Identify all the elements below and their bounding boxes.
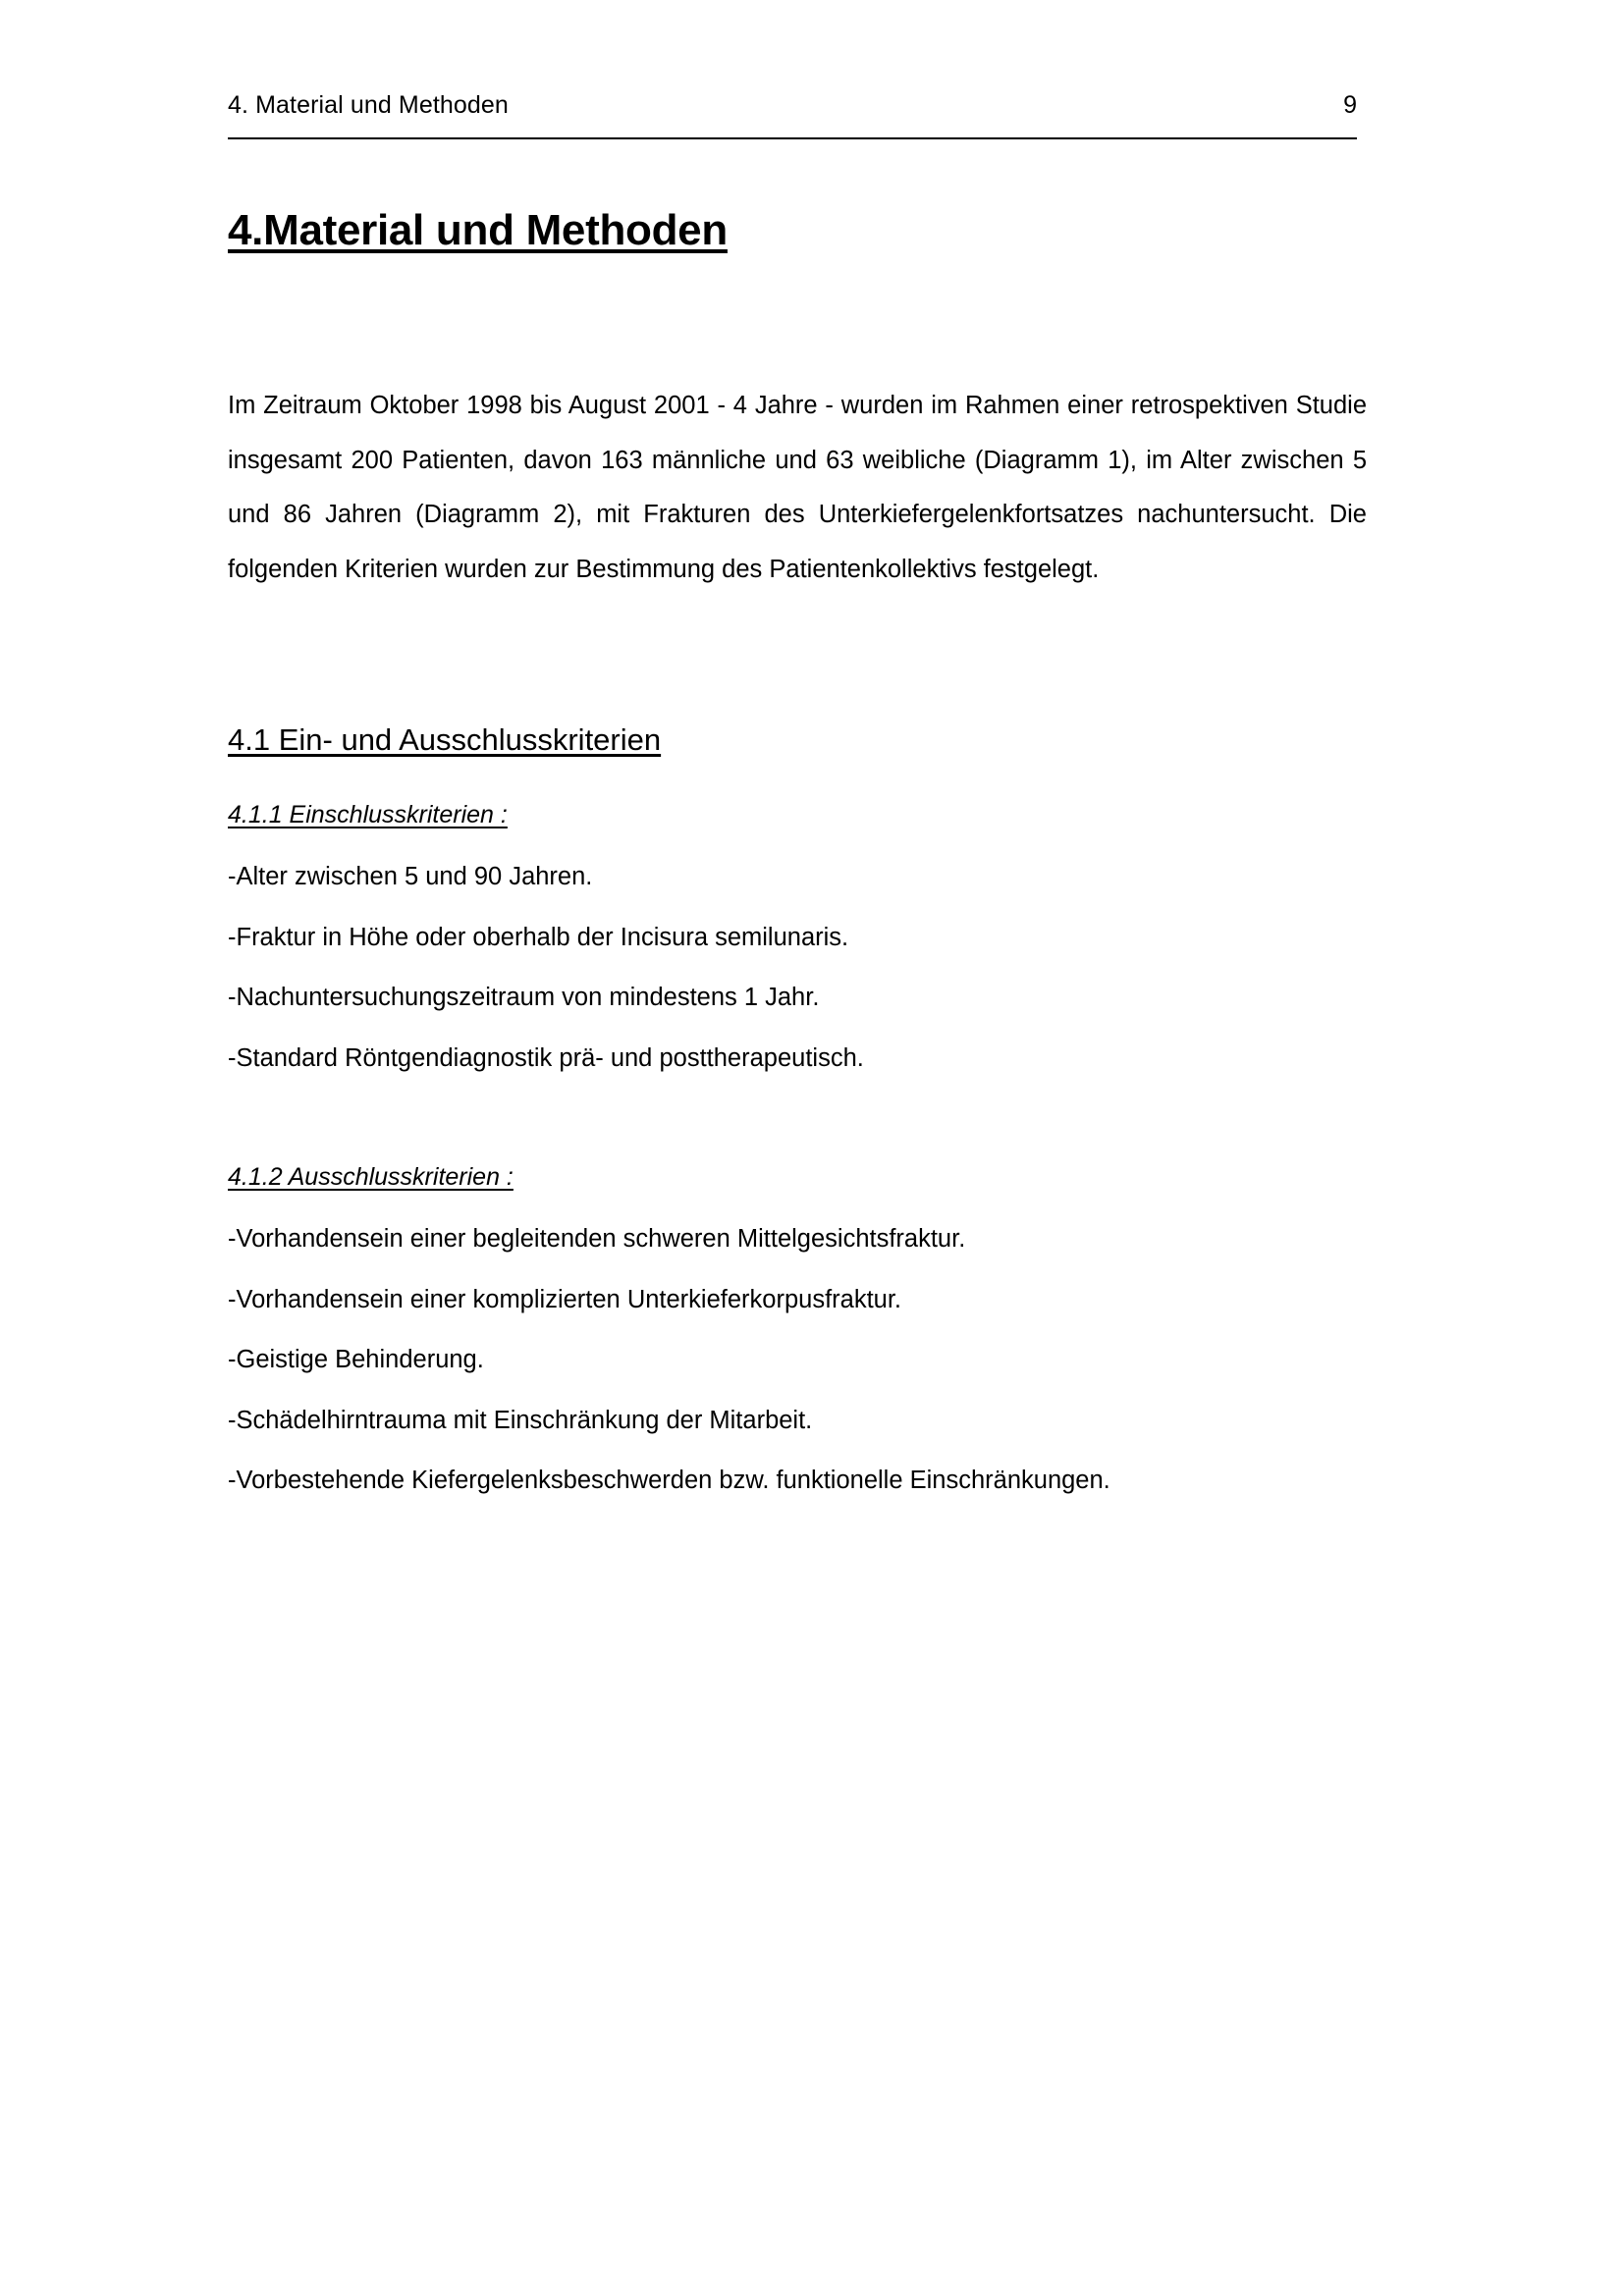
list-item: -Nachuntersuchungszeitraum von mindestens 1 Jahr. <box>228 984 820 1012</box>
list-item: -Fraktur in Höhe oder oberhalb der Incisura semilunaris. <box>228 923 849 951</box>
list-item: -Standard Röntgendiagnostik prä- und posttherapeutisch. <box>228 1043 864 1072</box>
page-content <box>228 90 1402 1494</box>
running-header-title: 4. Material und Methoden <box>228 91 509 119</box>
list-item: -Vorbestehende Kiefergelenksbeschwerden bzw. funktionelle Einschränkungen. <box>228 1467 1110 1495</box>
page-header <box>228 90 1357 120</box>
list-item: -Geistige Behinderung. <box>228 1346 484 1374</box>
exclusion-criteria-heading: 4.1.2 Ausschlusskriterien : <box>228 1163 514 1192</box>
inclusion-criteria-list <box>228 865 1402 1071</box>
chapter-intro-paragraph: Im Zeitraum Oktober 1998 bis August 2001 - 4 Jahre - wurden im Rahmen einer retrospektiven Studie insgesamt 200 Patienten, davon 163 männliche und 63 weibliche (Diagramm 1), im Alter zwischen 5 und 86 Jahren (Diagramm 2), mit Frakturen des Unterkiefergelenkfortsatzes nachuntersucht. Die folgenden Kriterien wurden zur Bestimmung des Patientenkollektivs festgelegt. <box>228 392 1367 583</box>
list-item: -Vorhandensein einer begleitenden schweren Mittelgesichtsfraktur. <box>228 1225 966 1254</box>
list-item: -Schädelhirntrauma mit Einschränkung der Mitarbeit. <box>228 1406 813 1434</box>
section-heading: 4.1 Ein- und Ausschlusskriterien <box>228 722 662 758</box>
header-divider <box>228 137 1357 139</box>
chapter-heading: 4.Material und Methoden <box>228 206 728 254</box>
page-number: 9 <box>1343 91 1357 119</box>
inclusion-criteria-heading: 4.1.1 Einschlusskriterien : <box>228 801 508 829</box>
list-item: -Alter zwischen 5 und 90 Jahren. <box>228 863 593 891</box>
section-spacer <box>228 1071 1402 1120</box>
list-item: -Vorhandensein einer komplizierten Unterkieferkorpusfraktur. <box>228 1285 902 1313</box>
exclusion-criteria-list <box>228 1227 1402 1494</box>
